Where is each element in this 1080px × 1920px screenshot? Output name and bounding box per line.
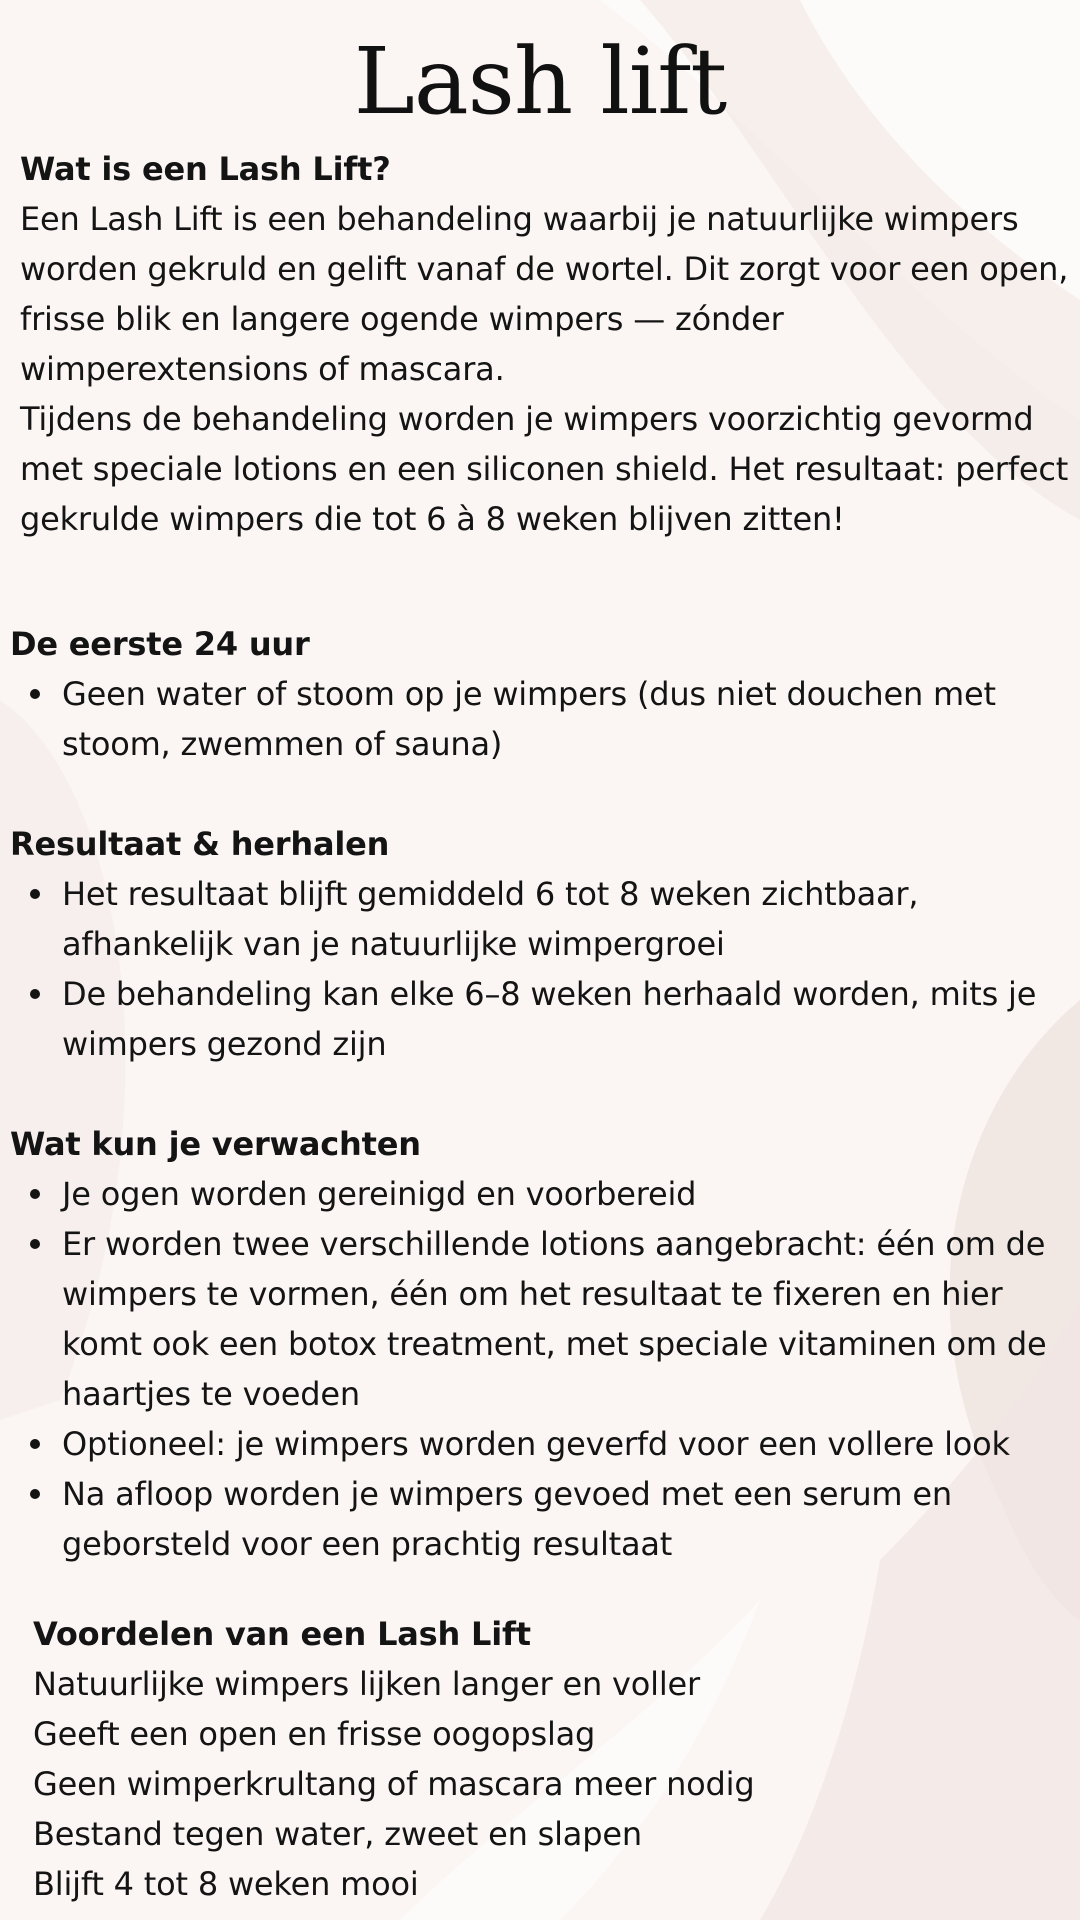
benefits-section [33,1609,1073,1909]
first-24-heading: De eerste 24 uur [10,625,310,663]
bullet-icon [30,1439,40,1449]
expect-heading: Wat kun je verwachten [10,1125,421,1163]
benefits-heading: Voordelen van een Lash Lift [33,1615,531,1653]
intro-section [20,144,1070,544]
first-24-hours-section [10,619,1075,769]
list-item [10,969,1075,1069]
page-title: Lash lift [353,28,727,135]
benefit-line: Natuurlijke wimpers lijken langer en voller [33,1665,700,1703]
list-item-text: Geen water of stoom op je wimpers (dus niet douchen met stoom, zwemmen of sauna) [62,675,996,763]
intro-heading: Wat is een Lash Lift? [20,150,391,188]
list-item [10,669,1075,769]
intro-paragraph-1: Een Lash Lift is een behandeling waarbij je natuurlijke wimpers worden gekruld en gelift vanaf de wortel. Dit zorgt voor een open, frisse blik en langere ogende wimpers — zónder wimperextensions of mascara. [20,200,1069,388]
list-item-text: Na afloop worden je wimpers gevoed met een serum en geborsteld voor een prachtig resultaat [62,1475,952,1563]
bullet-icon [30,989,40,999]
expectations-section [10,1119,1080,1569]
bullet-icon [30,689,40,699]
result-list [10,869,1075,1069]
bullet-icon [30,889,40,899]
list-item [10,1219,1080,1419]
list-item-text: Het resultaat blijft gemiddeld 6 tot 8 weken zichtbaar, afhankelijk van je natuurlijke wimpergroei [62,875,919,963]
benefit-line: Geeft een open en frisse oogopslag [33,1715,596,1753]
expect-list [10,1169,1080,1569]
list-item [10,869,1075,969]
benefit-line: Geen wimperkrultang of mascara meer nodig [33,1765,755,1803]
benefit-line: Blijft 4 tot 8 weken mooi [33,1865,419,1903]
benefits-list [33,1659,1073,1909]
result-section [10,819,1075,1069]
list-item-text: De behandeling kan elke 6–8 weken herhaald worden, mits je wimpers gezond zijn [62,975,1037,1063]
result-heading: Resultaat & herhalen [10,825,390,863]
benefit-line: Bestand tegen water, zweet en slapen [33,1815,642,1853]
bullet-icon [30,1489,40,1499]
list-item [10,1169,1080,1219]
list-item-text: Er worden twee verschillende lotions aangebracht: één om de wimpers te vormen, één om het resultaat te fixeren en hier komt ook een botox treatment, met speciale vitaminen om de haartjes te voeden [62,1225,1047,1413]
list-item [10,1419,1080,1469]
intro-paragraph-2: Tijdens de behandeling worden je wimpers voorzichtig gevormd met speciale lotions en een siliconen shield. Het resultaat: perfect gekrulde wimpers die tot 6 à 8 weken blijven zitten! [20,400,1069,538]
bullet-icon [30,1239,40,1249]
first-24-list [10,669,1075,769]
list-item [10,1469,1080,1569]
list-item-text: Je ogen worden gereinigd en voorbereid [62,1175,697,1213]
bullet-icon [30,1189,40,1199]
list-item-text: Optioneel: je wimpers worden geverfd voor een vollere look [62,1425,1010,1463]
